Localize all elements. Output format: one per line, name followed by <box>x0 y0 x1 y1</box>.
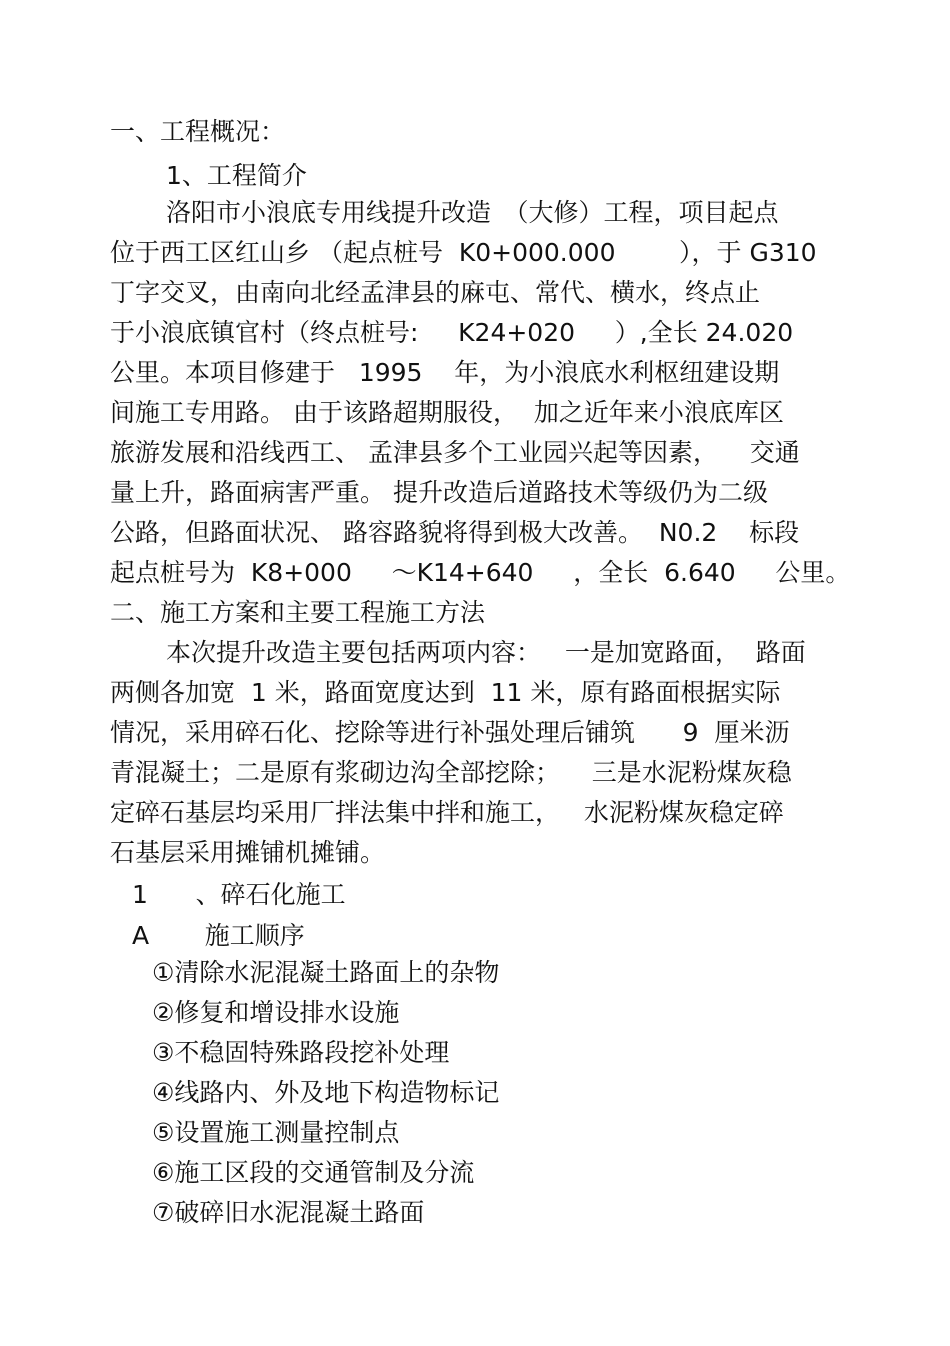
list-item: ④线路内、外及地下构造物标记 <box>152 1078 500 1107</box>
paragraph-line: 青混凝土；二是原有浆砌边沟全部挖除； 三是水泥粉煤灰稳 <box>110 758 792 787</box>
section-heading-2: 二、施工方案和主要工程施工方法 <box>110 598 486 627</box>
paragraph-line: 定碎石基层均采用厂拌法集中拌和施工， 水泥粉煤灰稳定碎 <box>110 798 784 827</box>
list-item: ③不稳固特殊路段挖补处理 <box>152 1038 450 1067</box>
subsection-heading-3: A 施工顺序 <box>132 921 305 950</box>
paragraph-line: 间施工专用路。 由于该路超期服役， 加之近年来小浪底库区 <box>110 398 784 427</box>
list-item: ②修复和增设排水设施 <box>152 998 400 1027</box>
subsection-heading-1: 1、工程简介 <box>166 161 307 190</box>
paragraph-line: 起点桩号为 K8+000 ～K14+640 ，全长 6.640 公里。 <box>110 558 851 587</box>
list-item: ⑦破碎旧水泥混凝土路面 <box>152 1198 425 1227</box>
subsection-heading-2: 1 、碎石化施工 <box>132 880 346 909</box>
paragraph-line: 洛阳市小浪底专用线提升改造 （大修）工程，项目起点 <box>166 198 779 227</box>
paragraph-line: 旅游发展和沿线西工、 孟津县多个工业园兴起等因素， 交通 <box>110 438 800 467</box>
paragraph-line: 情况，采用碎石化、挖除等进行补强处理后铺筑 9 厘米沥 <box>110 718 790 747</box>
section-heading-1: 一、工程概况： <box>110 117 286 146</box>
paragraph-line: 丁字交叉，由南向北经孟津县的麻屯、常代、横水，终点止 <box>110 278 761 307</box>
list-item: ①清除水泥混凝土路面上的杂物 <box>152 958 500 987</box>
paragraph-line: 公里。本项目修建于 1995 年，为小浪底水利枢纽建设期 <box>110 358 780 387</box>
paragraph-line: 于小浪底镇官村（终点桩号: K24+020 ）,全长 24.020 <box>110 318 794 347</box>
paragraph-line: 量上升，路面病害严重。 提升改造后道路技术等级仍为二级 <box>110 478 768 507</box>
list-item: ⑥施工区段的交通管制及分流 <box>152 1158 475 1187</box>
paragraph-line: 石基层采用摊铺机摊铺。 <box>110 838 386 867</box>
paragraph-line: 公路，但路面状况、 路容路貌将得到极大改善。 N0.2 标段 <box>110 518 800 547</box>
paragraph-line: 位于西工区红山乡 （起点桩号 K0+000.000 ），于 G310 <box>110 238 817 267</box>
list-item: ⑤设置施工测量控制点 <box>152 1118 400 1147</box>
paragraph-line: 两侧各加宽 1 米，路面宽度达到 11 米，原有路面根据实际 <box>110 678 781 707</box>
paragraph-line: 本次提升改造主要包括两项内容： 一是加宽路面， 路面 <box>166 638 806 667</box>
